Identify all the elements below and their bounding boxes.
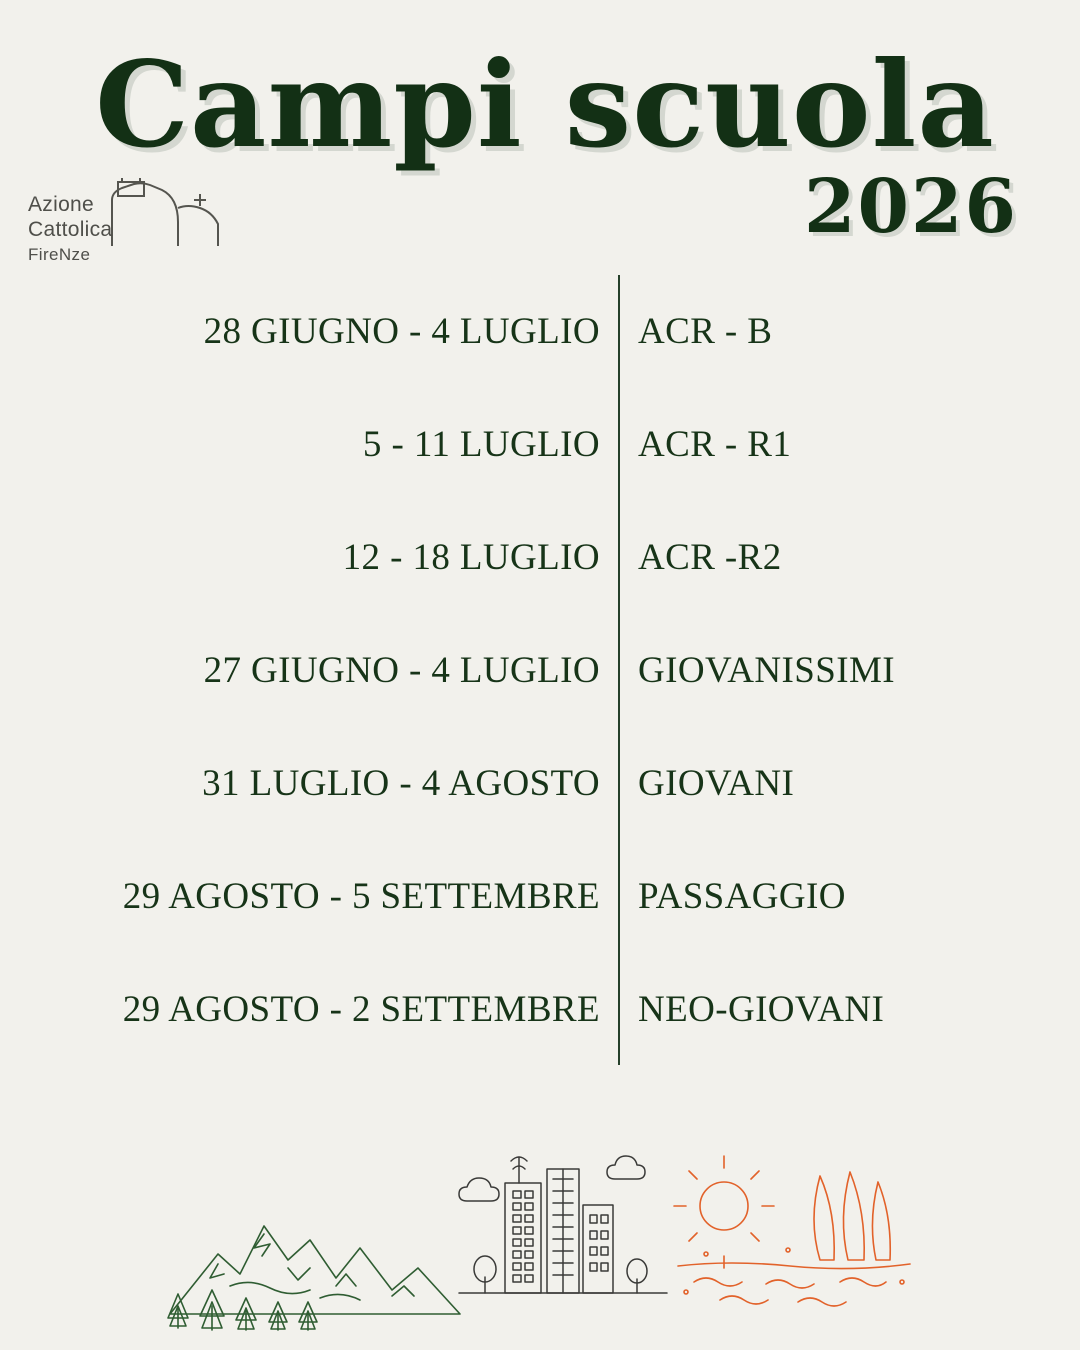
row-group: ACR - B [638,311,773,352]
table-row [0,275,1080,388]
logo-line-3: FireNze [28,245,91,264]
row-dates: 31 LUGLIO - 4 AGOSTO [202,763,600,804]
schedule-table [0,275,1080,1065]
row-group: GIOVANI [638,763,795,804]
table-row [0,388,1080,501]
schedule-divider [618,275,620,1065]
table-row [0,727,1080,840]
row-dates: 12 - 18 LUGLIO [342,537,600,578]
logo-line-2 [28,217,112,242]
row-dates: 29 AGOSTO - 5 SETTEMBRE [122,876,600,917]
logo [26,178,236,270]
page-title: Campi scuola [95,35,995,174]
row-dates: 29 AGOSTO - 2 SETTEMBRE [122,989,600,1030]
page-year: 2026 [804,164,1018,250]
church-outline-icon [104,178,234,250]
row-dates: 27 GIUGNO - 4 LUGLIO [203,650,600,691]
mountains-with-pine-trees-icon [160,1182,470,1332]
table-row [0,840,1080,953]
row-dates: 28 GIUGNO - 4 LUGLIO [203,311,600,352]
row-dates: 5 - 11 LUGLIO [362,424,600,465]
row-group: NEO-GIOVANI [638,989,885,1030]
row-group: ACR -R2 [638,537,782,578]
logo-text [28,192,112,267]
table-row [0,501,1080,614]
table-row [0,614,1080,727]
city-skyline-icon [455,1139,670,1314]
row-group: ACR - R1 [638,424,792,465]
row-group: GIOVANISSIMI [638,650,895,691]
logo-line-2-text: Cattolica [28,218,113,241]
table-row [0,953,1080,1066]
footer-illustration [0,1102,1080,1332]
row-group: PASSAGGIO [638,876,846,917]
sun-sailboats-sea-icon [670,1142,920,1322]
logo-line-1: Azione [28,193,95,216]
